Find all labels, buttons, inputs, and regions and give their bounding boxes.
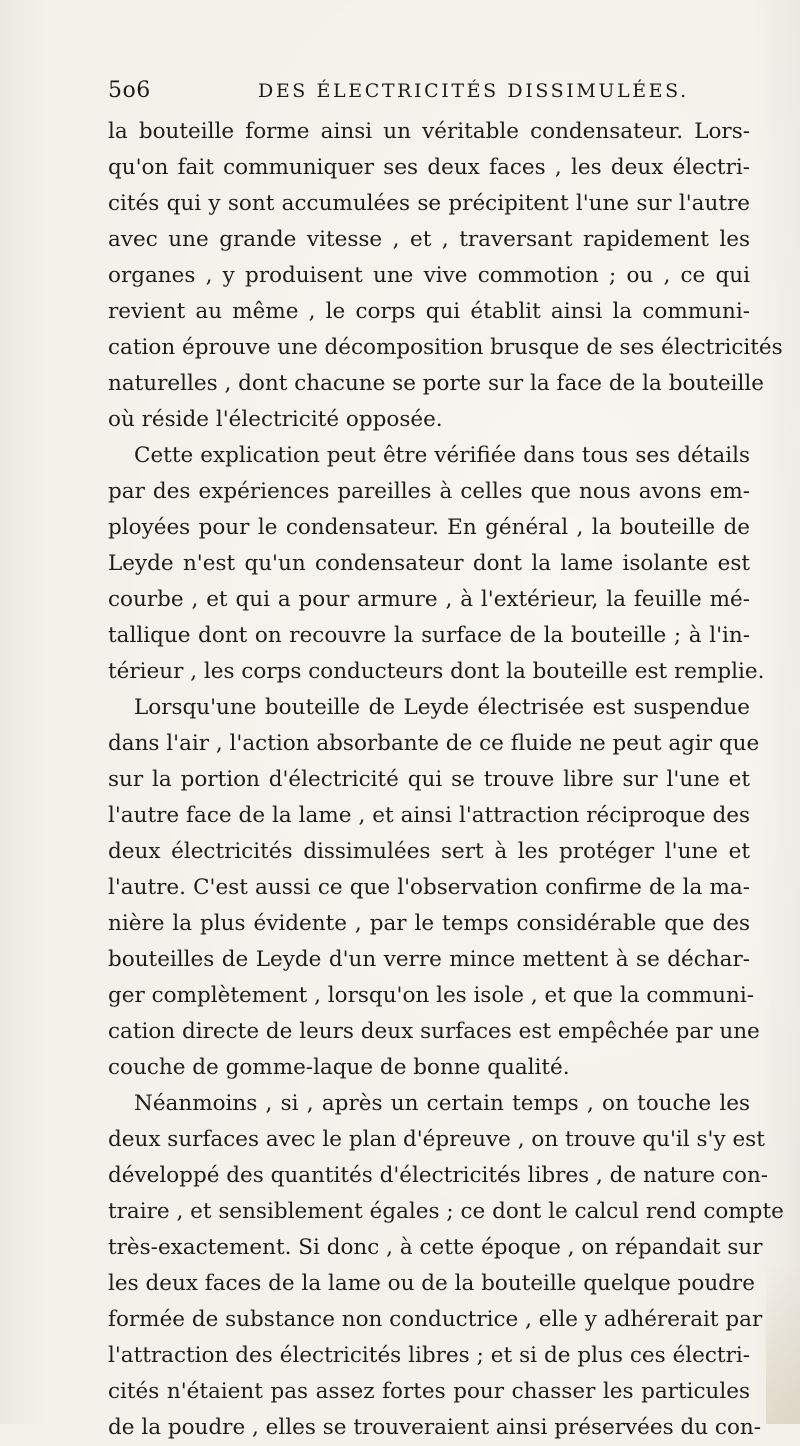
page-header <box>108 78 748 108</box>
text-line: formée de substance non conductrice , elle y adhérerait par <box>108 1307 763 1332</box>
text-line: revient au même , le corps qui établit ainsi la communi- <box>108 299 750 324</box>
paper-stain <box>766 1264 800 1424</box>
paragraph-start: Lorsqu'une bouteille de Leyde électrisée est suspendue <box>134 695 750 720</box>
text-line: ger complètement , lorsqu'on les isole , et que la communi- <box>108 983 754 1008</box>
paragraph-start: Cette explication peut être vérifiée dans tous ses détails <box>134 443 750 468</box>
text-line: courbe , et qui a pour armure , à l'extérieur, la feuille mé- <box>108 587 750 612</box>
text-line: ployées pour le condensateur. En général , la bouteille de <box>108 515 750 540</box>
text-line: l'autre. C'est aussi ce que l'observation confirme de la ma- <box>108 875 750 900</box>
text-line: l'attraction des électricités libres ; et si de plus ces électri- <box>108 1343 750 1368</box>
text-line: de la poudre , elles se trouveraient ainsi préservées du con- <box>108 1415 762 1440</box>
text-line: deux surfaces avec le plan d'épreuve , on trouve qu'il s'y est <box>108 1127 765 1152</box>
text-line: naturelles , dont chacune se porte sur la face de la bouteille <box>108 371 764 396</box>
text-line: traire , et sensiblement égales ; ce dont le calcul rend compte <box>108 1199 784 1224</box>
text-line: sur la portion d'électricité qui se trouve libre sur l'une et <box>108 767 750 792</box>
text-line: dans l'air , l'action absorbante de ce fluide ne peut agir que <box>108 731 760 756</box>
text-line: Leyde n'est qu'un condensateur dont la lame isolante est <box>108 551 750 576</box>
text-line: cités n'étaient pas assez fortes pour chasser les particules <box>108 1379 750 1404</box>
text-line: tallique dont on recouvre la surface de la bouteille ; à l'in- <box>108 623 750 648</box>
text-line: avec une grande vitesse , et , traversant rapidement les <box>108 227 750 252</box>
text-line: l'autre face de la lame , et ainsi l'attraction réciproque des <box>108 803 750 828</box>
text-line: organes , y produisent une vive commotion ; ou , ce qui <box>108 263 750 288</box>
text-line: où réside l'électricité opposée. <box>108 407 443 432</box>
paragraph-start: Néanmoins , si , après un certain temps , on touche les <box>134 1091 750 1116</box>
text-line: nière la plus évidente , par le temps considérable que des <box>108 911 750 936</box>
text-line: térieur , les corps conducteurs dont la bouteille est remplie. <box>108 659 765 684</box>
text-line: cation éprouve une décomposition brusque de ses électricités <box>108 335 783 360</box>
body-text <box>108 114 784 1446</box>
text-line: qu'on fait communiquer ses deux faces , les deux électri- <box>108 155 750 180</box>
text-line: cités qui y sont accumulées se précipitent l'une sur l'autre <box>108 191 750 216</box>
running-head: DES ÉLECTRICITÉS DISSIMULÉES. <box>258 80 689 102</box>
text-line: deux électricités dissimulées sert à les protéger l'une et <box>108 839 750 864</box>
text-line: les deux faces de la lame ou de la bouteille quelque poudre <box>108 1271 755 1296</box>
text-line: très-exactement. Si donc , à cette époque , on répandait sur <box>108 1235 763 1260</box>
text-line: couche de gomme-laque de bonne qualité. <box>108 1055 570 1080</box>
page-number: 5o6 <box>108 78 151 103</box>
text-line: bouteilles de Leyde d'un verre mince mettent à se déchar- <box>108 947 750 972</box>
text-line: par des expériences pareilles à celles que nous avons em- <box>108 479 750 504</box>
text-line: la bouteille forme ainsi un véritable condensateur. Lors- <box>108 119 750 144</box>
text-line: cation directe de leurs deux surfaces est empêchée par une <box>108 1019 760 1044</box>
text-line: développé des quantités d'électricités libres , de nature con- <box>108 1163 769 1188</box>
